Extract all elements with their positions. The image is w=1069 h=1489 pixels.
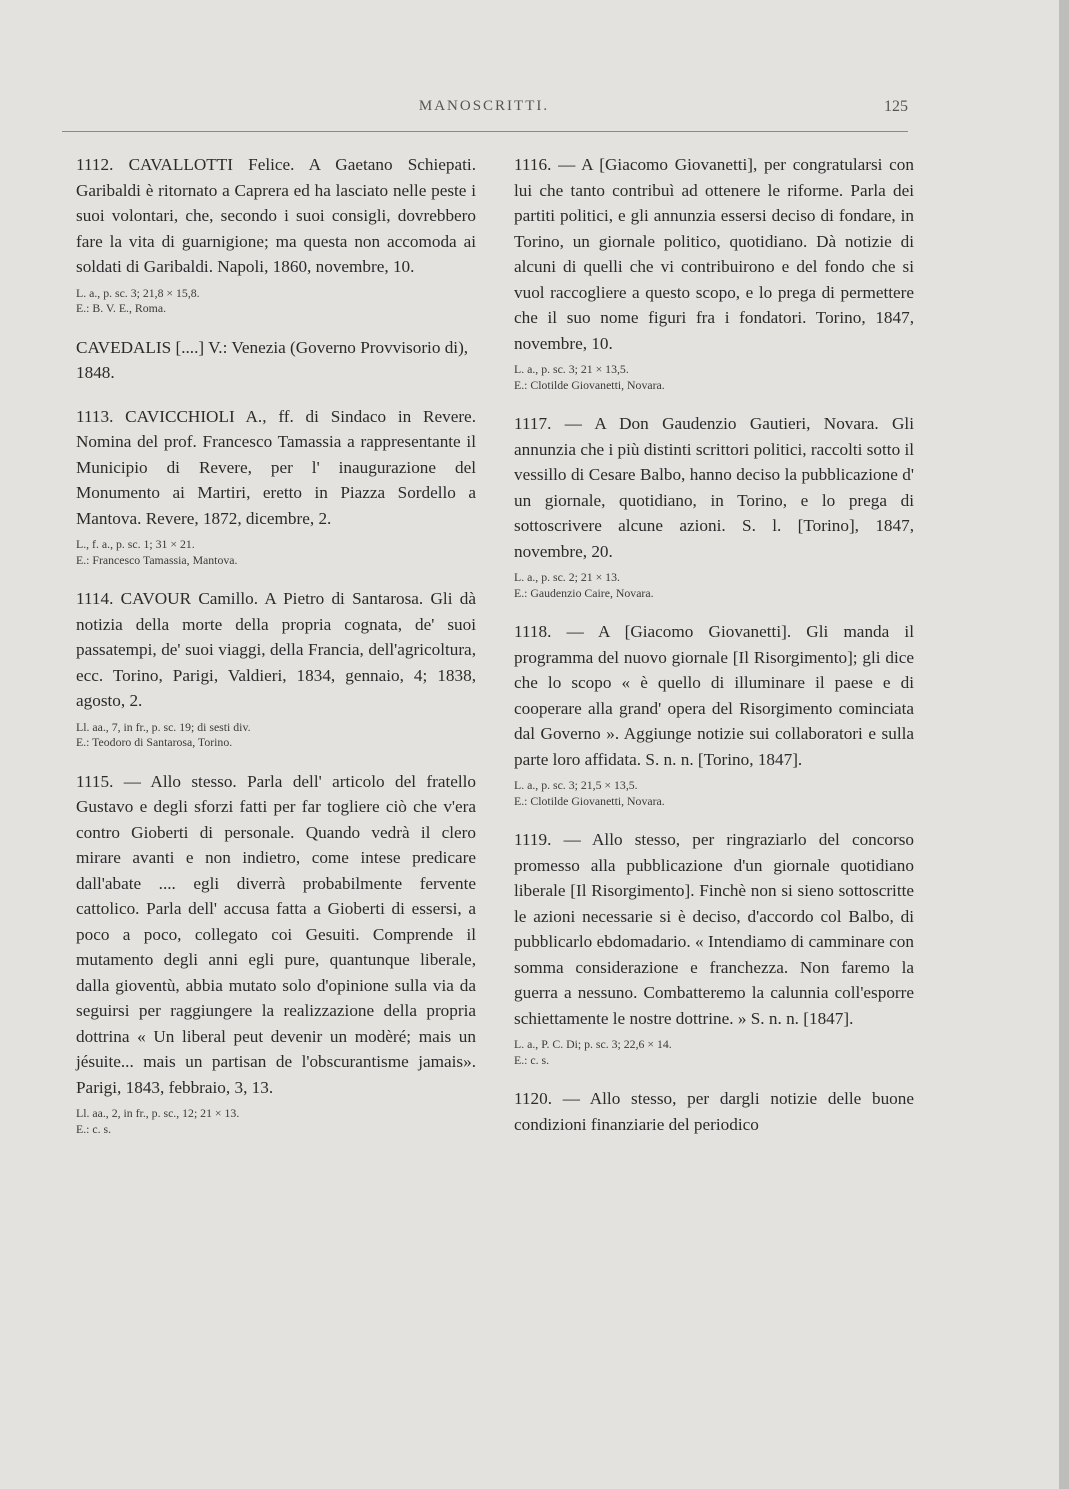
entry-physical-description: L. a., p. sc. 2; 21 × 13. [514,570,620,584]
entry-physical-description: L. a., p. sc. 3; 21,5 × 13,5. [514,778,638,792]
entry-text: 1116. — A [Giacomo Giovanetti], per congratularsi con lui che tanto contribuì ad ottenere le riforme. Parla dei partiti politici, e gli annunzia essersi deciso di fondare, in Torino, un giornale politico, quotidiano. Dà notizie di alcuni di quelli che vi contribuirono e del fondo che si vuol raccogliere a questo scopo, e lo prega di permettere che il suo nome figuri fra i fondatori. Torino, 1847, novembre, 10. [514,155,914,353]
entry-text: 1112. CAVALLOTTI Felice. A Gaetano Schiepati. Garibaldi è ritornato a Caprera ed ha lasciato nelle peste i suoi volontari, che, secondo i suoi consigli, dovrebbero fare la vita di guarnigione; ma questa non accomoda ai soldati di Garibaldi. Napoli, 1860, novembre, 10. [76,155,476,276]
entry-text: 1120. — Allo stesso, per dargli notizie delle buone condizioni finanziarie del periodico [514,1089,914,1134]
header-rule [62,131,908,132]
entry-owner: E.: c. s. [76,1121,112,1136]
entry-text: 1115. — Allo stesso. Parla dell' articolo del fratello Gustavo e degli sforzi fatti per far togliere ciò che v'era contro Gioberti di personale. Quando vedrà il clero mirare avanti e non indietro, come intese predicare dall'abate .... egli diverrà probabilmente fervente cattolico. Parla dell' accusa fatta a Gioberti di essersi, a poco a poco, collegato coi Gesuiti. Comprende il mutamento degli anni egli pure, quantunque liberale, dalla gioventù, abbia mutato solo d'opinione sulla via da seguirsi per raggiungere la realizzazione della propria dottrina « Un liberal peut devenir un modèré; mais un jésuite... mais un partisan de l'obscurantisme jamais». Parigi, 1843, febbraio, 3, 13. [76,771,476,1097]
entry-owner: E.: Francesco Tamassia, Mantova. [76,552,238,567]
entry-text: 1114. CAVOUR Camillo. A Pietro di Santarosa. Gli dà notizia della morte della propria cognata, de' suoi passatempi, de' suoi viaggi, della Francia, dell'agricoltura, ecc. Torino, Parigi, Valdieri, 1834, gennaio, 4; 1838, agosto, 2. [76,589,476,710]
entry-physical-description: L. a., P. C. Di; p. sc. 3; 22,6 × 14. [514,1037,672,1051]
entry-owner: E.: B. V. E., Roma. [76,301,167,315]
cross-reference-text: CAVEDALIS [....] V.: Venezia (Governo Provvisorio di), 1848. [76,337,469,382]
entry-owner: E.: Clotilde Giovanetti, Novara. [514,793,665,808]
entry-physical-description: Ll. aa., 7, in fr., p. sc. 19; di sesti div. [76,719,251,734]
entry-1119 [514,827,914,1068]
entry-physical-description: L. a., p. sc. 3; 21,8 × 15,8. [76,285,200,300]
entry-1112 [76,152,476,317]
page-edge-shadow [1059,0,1069,1489]
entry-1118 [514,619,914,809]
cross-reference-cavedalis [76,335,476,386]
entry-1113 [76,404,476,569]
entry-1116 [514,152,914,393]
entry-owner: E.: c. s. [514,1052,550,1067]
entry-text: 1118. — A [Giacomo Giovanetti]. Gli manda il programma del nuovo giornale [Il Risorgimento]; gli dice che lo scopo « è quello di illuminare il paese e di cooperare alla grand' opera del Risorgimento cominciata dal Governo ». Aggiunge notizie sui collaboratori e sulla parte loro affidata. S. n. n. [Torino, 1847]. [514,622,914,769]
entry-1117 [514,411,914,601]
page-number: 125 [884,98,908,115]
entry-1114 [76,586,476,751]
entry-text: 1117. — A Don Gaudenzio Gautieri, Novara. Gli annunzia che i più distinti scrittori politici, raccolti sotto il vessillo di Cesare Balbo, hanno deciso la pubblicazione d' un giornale, quotidiano, in Torino, e lo prega di sottoscrivere alcune azioni. S. l. [Torino], 1847, novembre, 20. [514,414,915,561]
entry-1120 [514,1086,914,1137]
entry-text: 1119. — Allo stesso, per ringraziarlo del concorso promesso alla pubblicazione d'un giornale quotidiano liberale [Il Risorgimento]. Finchè non si sieno sottoscritte le azioni necessarie si è deciso, d'accordo col Balbo, di pubblicarlo ebdomadario. « Intendiamo di camminare con somma considerazione e franchezza. Non faremo la guerra a nessuno. Combatteremo la calunnia coll'esporre schiettamente le nostre dottrine. » S. n. n. [1847]. [514,830,914,1028]
entry-text: 1113. CAVICCHIOLI A., ff. di Sindaco in Revere. Nomina del prof. Francesco Tamassia a rappresentante il Municipio di Revere, per l' inaugurazione del Monumento ai Martiri, eretto in Piazza Sordello a Mantova. Revere, 1872, dicembre, 2. [76,406,476,528]
entry-physical-description: L. a., p. sc. 3; 21 × 13,5. [514,362,629,376]
left-column [76,152,476,1155]
header-title: MANOSCRITTI. [418,98,550,114]
entry-1115 [76,769,476,1138]
entry-owner: E.: Teodoro di Santarosa, Torino. [76,735,233,749]
entry-owner: E.: Gaudenzio Caire, Novara. [514,585,654,600]
entry-physical-description: L., f. a., p. sc. 1; 31 × 21. [76,537,195,551]
entry-owner: E.: Clotilde Giovanetti, Novara. [514,377,665,392]
right-column [514,152,914,1155]
running-header [60,96,908,126]
entry-physical-description: Ll. aa., 2, in fr., p. sc., 12; 21 × 13. [76,1106,240,1120]
